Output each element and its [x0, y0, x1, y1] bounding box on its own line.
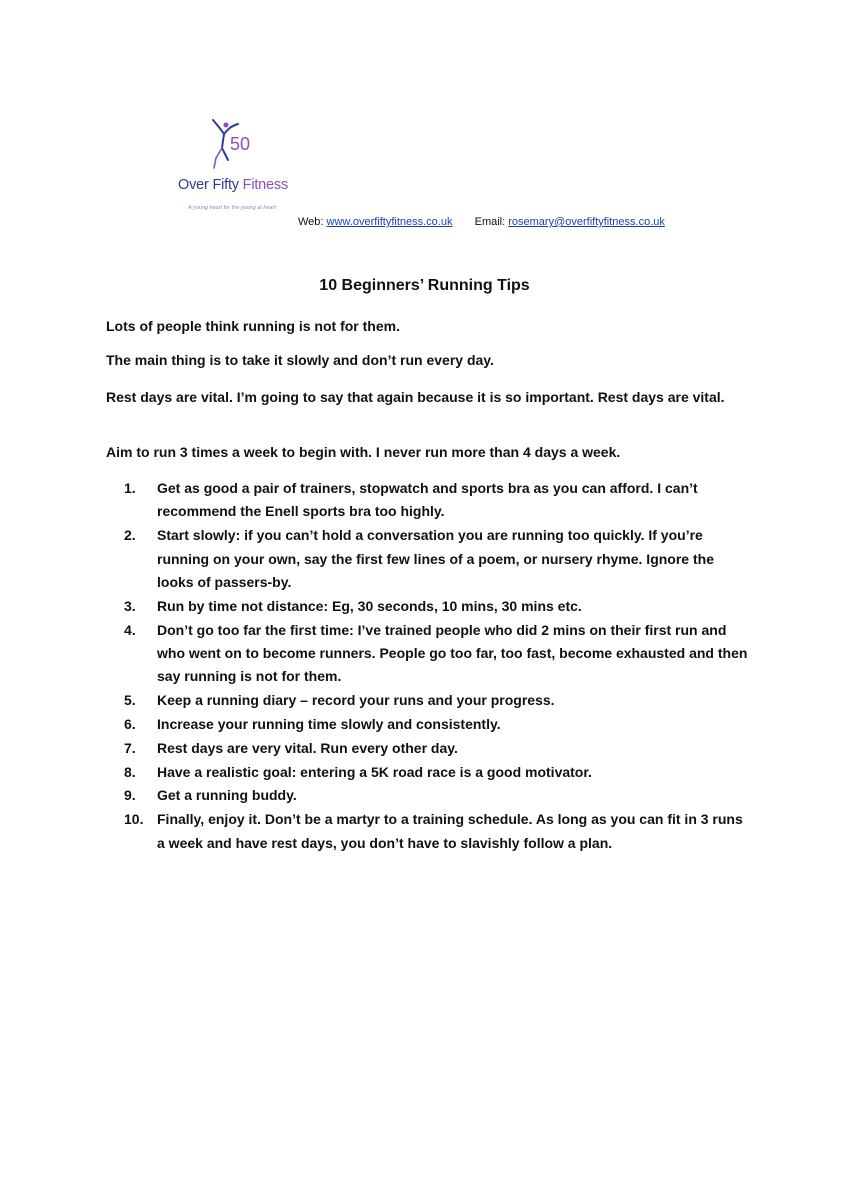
tip-item [124, 595, 754, 618]
intro-paragraph: Aim to run 3 times a week to begin with. I never run more than 4 days a week. [106, 444, 621, 460]
tip-text: Get a running buddy. [157, 787, 297, 804]
tip-item [124, 761, 754, 784]
tip-number: 4. [124, 621, 136, 638]
email-link[interactable]: rosemary@overfiftyfitness.co.uk [508, 216, 665, 228]
tip-number: 5. [124, 692, 136, 709]
runner-figure-icon [208, 116, 268, 176]
tip-item [124, 477, 754, 524]
tip-item [124, 737, 754, 760]
tip-number: 3. [124, 597, 136, 614]
tip-number: 9. [124, 787, 136, 804]
intro-paragraph: The main thing is to take it slowly and don’t run every day. [106, 352, 494, 368]
tip-text: Finally, enjoy it. Don’t be a martyr to a training schedule. As long as you can fit in 3 runs a week and have rest days, you don’t have to slavishly follow a plan. [157, 811, 743, 851]
tip-number: 8. [124, 763, 136, 780]
tip-text: Start slowly: if you can’t hold a conversation you are running too quickly. If you’re running on your own, say the first few lines of a poem, or nursery rhyme. Ignore the looks of passers-by. [157, 527, 714, 591]
tip-text: Get as good a pair of trainers, stopwatch and sports bra as you can afford. I can’t recommend the Enell sports bra too highly. [157, 480, 698, 520]
tip-item [124, 713, 754, 736]
email-label: Email: [474, 216, 506, 228]
tip-number: 10. [124, 811, 144, 828]
logo [178, 116, 318, 216]
tip-item [124, 524, 754, 594]
tip-item [124, 619, 754, 689]
web-label: Web: [298, 216, 324, 228]
page-title: 10 Beginners’ Running Tips [319, 277, 530, 294]
web-link[interactable]: www.overfiftyfitness.co.uk [326, 216, 453, 228]
tip-number: 6. [124, 716, 136, 733]
tip-number: 7. [124, 739, 136, 756]
tip-item [124, 808, 754, 855]
tip-item [124, 784, 754, 807]
intro-paragraph: Rest days are vital. I’m going to say that again because it is so important. Rest days are vital. [106, 389, 725, 405]
tip-text: Rest days are very vital. Run every other day. [157, 739, 458, 756]
tip-text: Keep a running diary – record your runs and your progress. [157, 692, 555, 709]
tip-text: Run by time not distance: Eg, 30 seconds, 10 mins, 30 mins etc. [157, 597, 582, 614]
tip-text: Have a realistic goal: entering a 5K road race is a good motivator. [157, 763, 592, 780]
tip-number: 2. [124, 527, 136, 544]
tips-list [124, 477, 754, 855]
contact-line [298, 216, 665, 228]
logo-name: Over Fifty Fitness [178, 177, 289, 193]
tip-number: 1. [124, 480, 136, 496]
tip-text: Increase your running time slowly and consistently. [157, 716, 501, 733]
tip-item [124, 689, 754, 712]
intro-paragraph: Lots of people think running is not for them. [106, 318, 400, 334]
tip-text: Don’t go too far the first time: I’ve trained people who did 2 mins on their first run and who went on to become runners. People go too far, too fast, become exhausted and then say running is not for them. [157, 621, 748, 685]
logo-tagline: A young heart for the young at heart [188, 205, 276, 211]
svg-text:50: 50 [230, 134, 251, 154]
